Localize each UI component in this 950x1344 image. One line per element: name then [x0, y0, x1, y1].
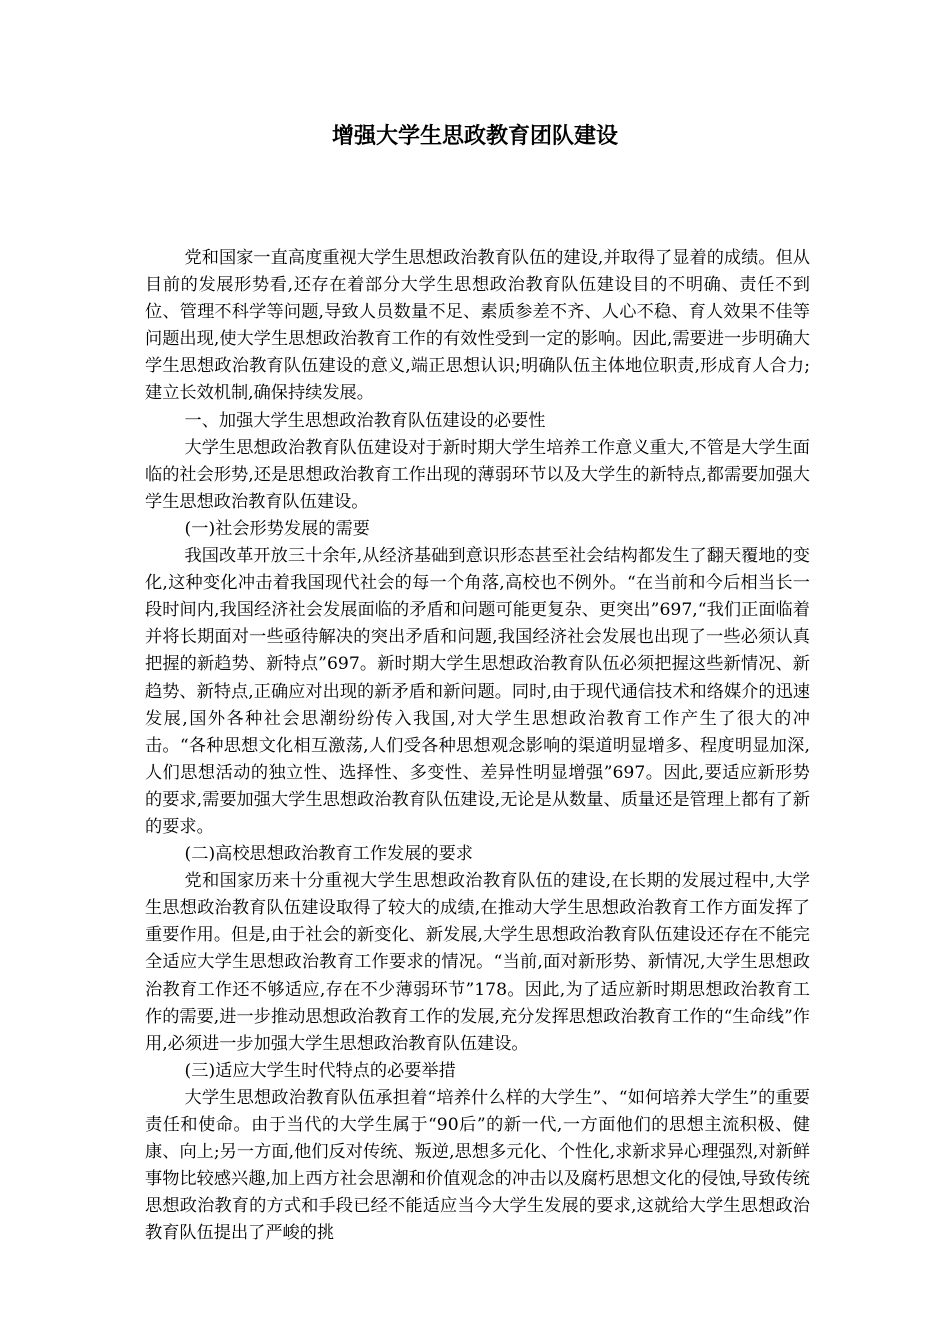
subsection-heading: (一)社会形势发展的需要 [184, 518, 370, 539]
paragraph: 党和国家一直高度重视大学生思想政治教育队伍的建设,并取得了显着的成绩。但从目前的发展形势看,还存在着部分大学生思想政治教育队伍建设目的不明确、责任不到位、管理不科学等问题,导致人员数量不足、素质参差不齐、人心不稳、育人效果不佳等问题出现,使大学生思想政治教育工作的有效性受到一定的影响。因此,需要进一步明确大学生思想政治教育队伍建设的意义,端正思想认识;明确队伍主体地位职责,形成育人合力;建立长效机制,确保持续发展。 [145, 248, 810, 404]
document-body [145, 245, 810, 1247]
document-title: 增强大学生思政教育团队建设 [331, 124, 618, 149]
section-heading: 一、加强大学生思想政治教育队伍建设的必要性 [184, 410, 546, 431]
paragraph: 大学生思想政治教育队伍建设对于新时期大学生培养工作意义重大,不管是大学生面临的社会形势,还是思想政治教育工作出现的薄弱环节以及大学生的新特点,都需要加强大学生思想政治教育队伍建设。 [145, 437, 810, 512]
subsection-heading: (三)适应大学生时代特点的必要举措 [184, 1060, 456, 1081]
paragraph: 大学生思想政治教育队伍承担着“培养什么样的大学生”、“如何培养大学生”的重要责任和使命。由于当代的大学生属于“90后”的新一代,一方面他们的思想主流积极、健康、向上;另一方面,他们反对传统、叛逆,思想多元化、个性化,求新求异心理强烈,对新鲜事物比较感兴趣,加上西方社会思潮和价值观念的冲击以及腐朽思想文化的侵蚀,导致传统思想政治教育的方式和手段已经不能适应当今大学生发展的要求,这就给大学生思想政治教育队伍提出了严峻的挑 [145, 1087, 810, 1244]
paragraph: 党和国家历来十分重视大学生思想政治教育队伍的建设,在长期的发展过程中,大学生思想政治教育队伍建设取得了较大的成绩,在推动大学生思想政治教育工作方面发挥了重要作用。但是,由于社会的新变化、新发展,大学生思想政治教育队伍建设还存在不能完全适应大学生思想政治教育工作要求的情况。“当前,面对新形势、新情况,大学生思想政治教育工作还不够适应,存在不少薄弱环节”178。因此,为了适应新时期思想政治教育工作的需要,进一步推动思想政治教育工作的发展,充分发挥思想政治教育工作的“生命线”作用,必须进一步加强大学生思想政治教育队伍建设。 [145, 871, 810, 1054]
paragraph: 我国改革开放三十余年,从经济基础到意识形态甚至社会结构都发生了翻天覆地的变化,这种变化冲击着我国现代社会的每一个角落,高校也不例外。“在当前和今后相当长一段时间内,我国经济社会发展面临的矛盾和问题可能更复杂、更突出”697,“我们正面临着并将长期面对一些亟待解决的突出矛盾和问题,我国经济社会发展也出现了一些必须认真把握的新趋势、新特点”697。新时期大学生思想政治教育队伍必须把握这些新情况、新趋势、新特点,正确应对出现的新矛盾和新问题。同时,由于现代通信技术和络媒介的迅速发展,国外各种社会思潮纷纷传入我国,对大学生思想政治教育工作产生了很大的冲击。“各种思想文化相互激荡,人们受各种思想观念影响的渠道明显增多、程度明显加深,人们思想活动的独立性、选择性、多变性、差异性明显增强”697。因此,要适应新形势的要求,需要加强大学生思想政治教育队伍建设,无论是从数量、质量还是管理上都有了新的要求。 [145, 546, 810, 837]
subsection-heading: (二)高校思想政治教育工作发展的要求 [184, 844, 473, 865]
